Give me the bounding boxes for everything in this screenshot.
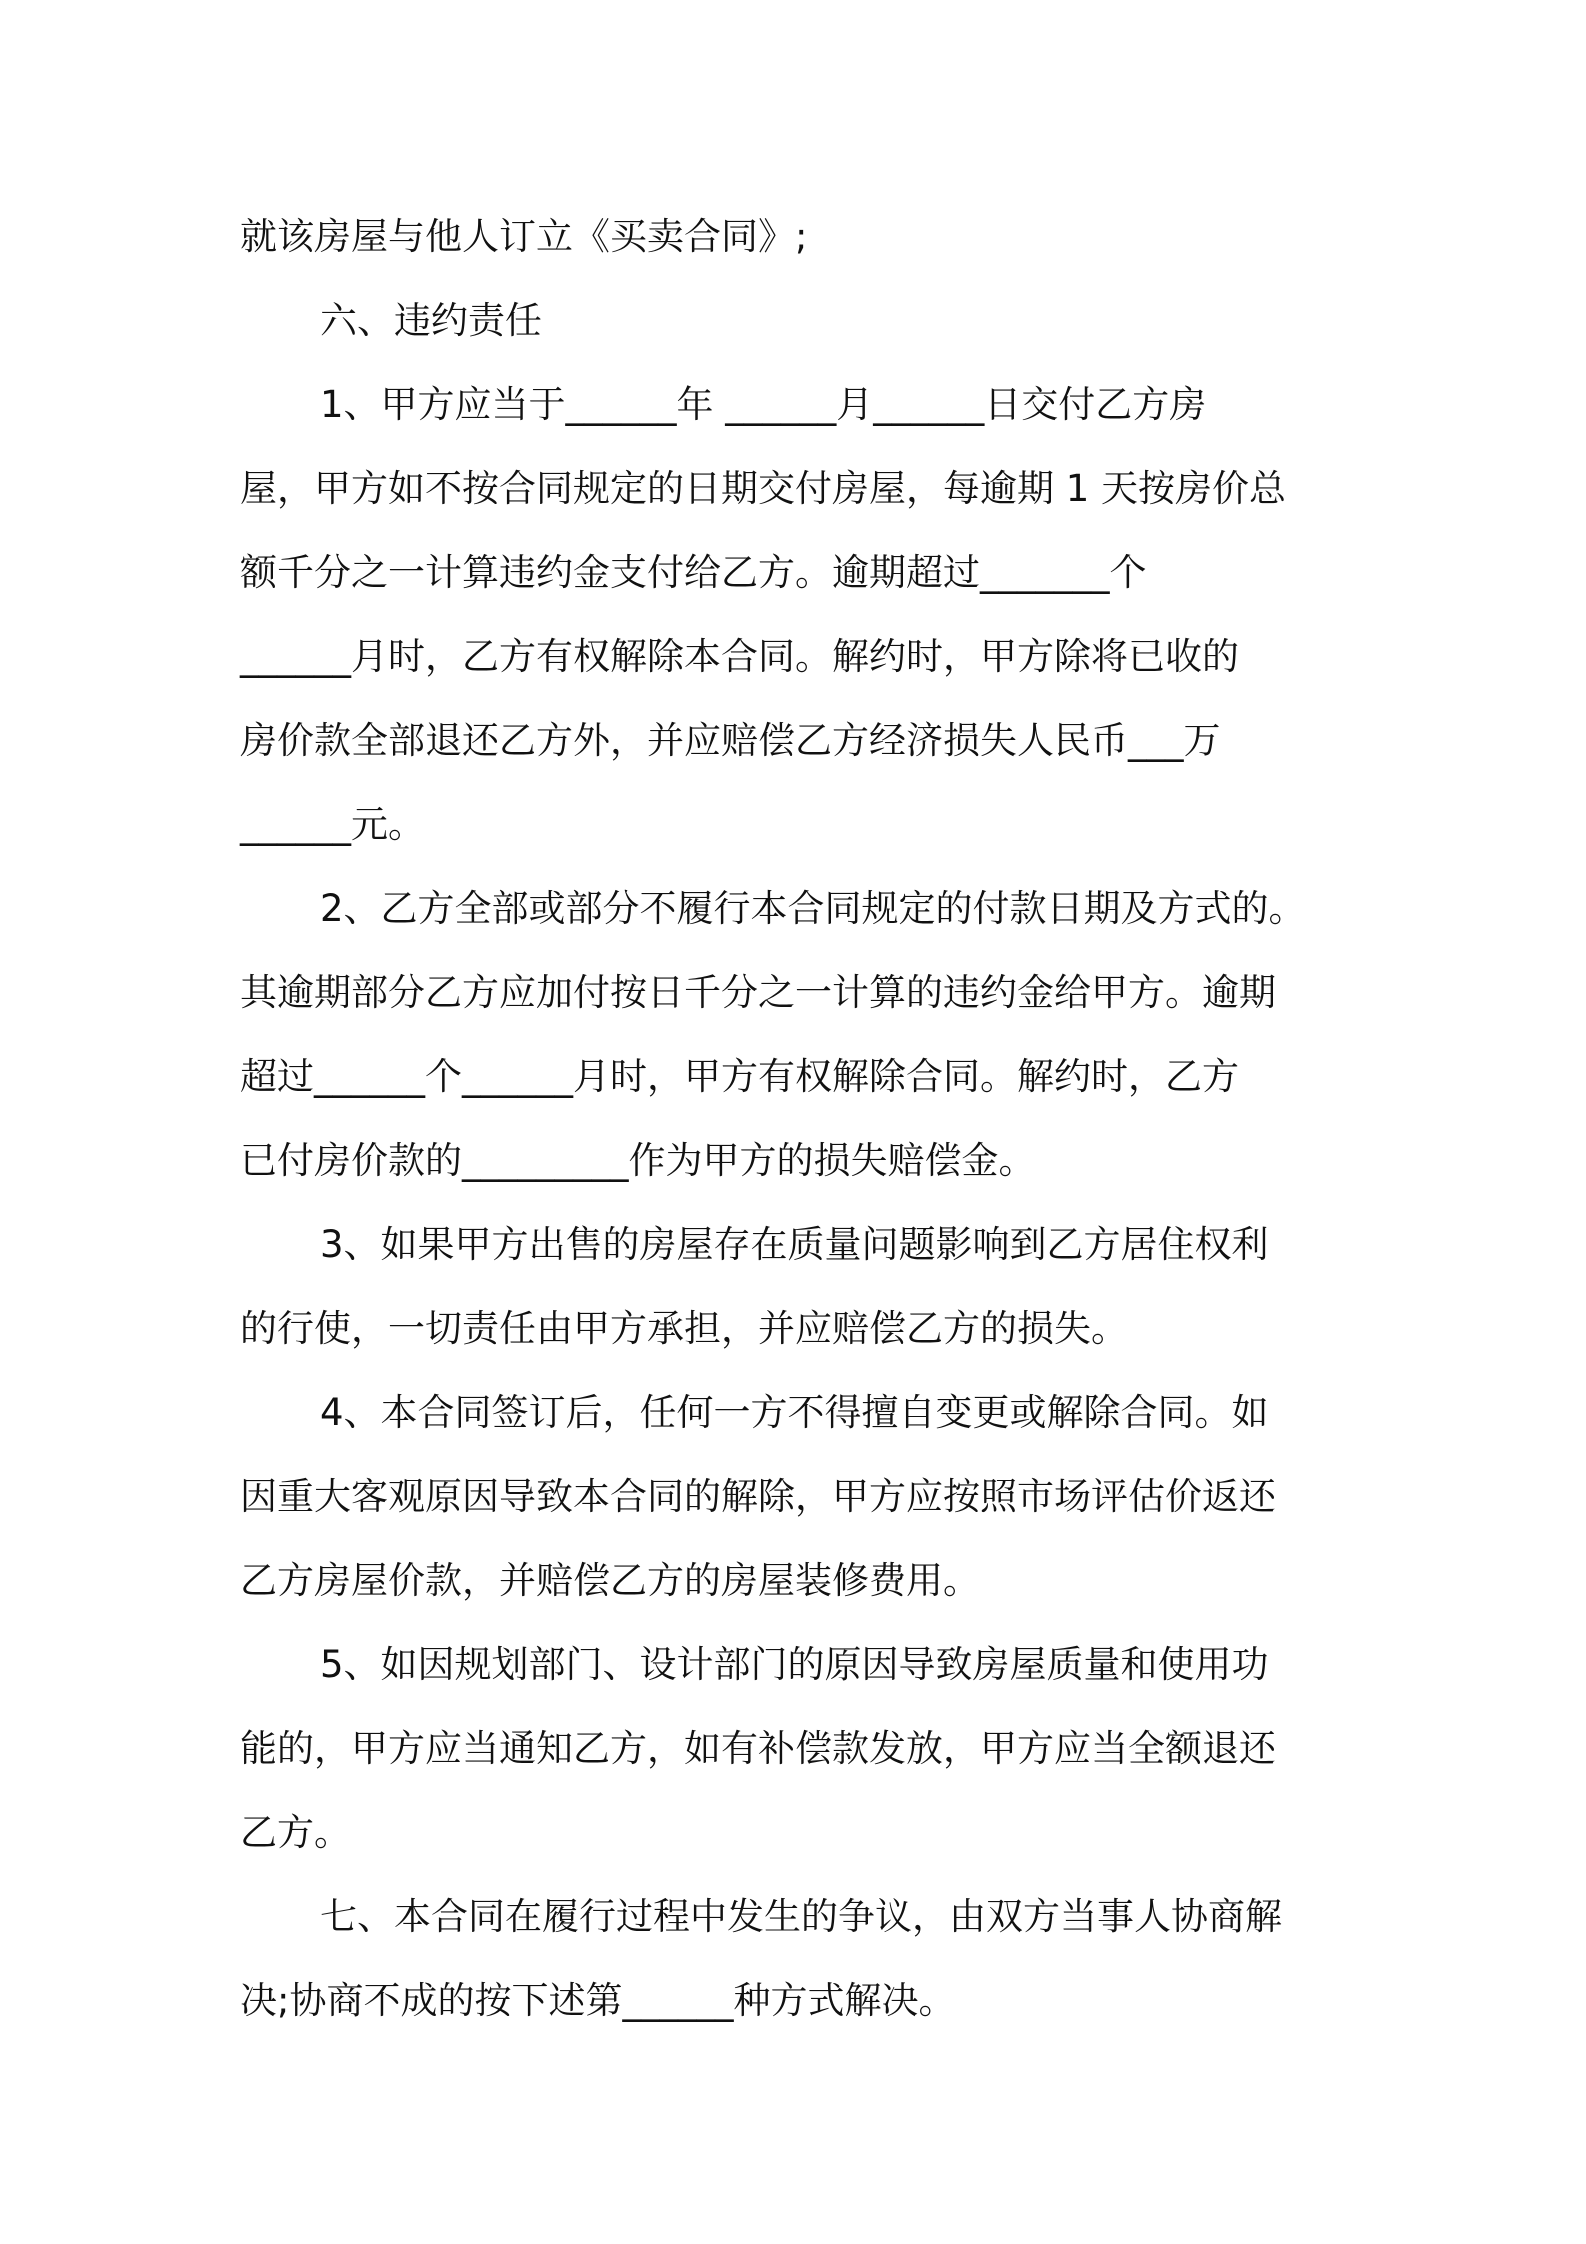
text-line-1: 就该房屋与他人订立《买卖合同》; [240,215,808,258]
text-line-20: 乙方。 [240,1811,351,1854]
document-body [240,195,1360,2043]
text-line-22: 决;协商不成的按下述第______种方式解决。 [240,1979,956,2022]
section-heading-dispute-resolution: 七、本合同在履行过程中发生的争议，由双方当事人协商解 [320,1895,1282,1938]
text-line-16: 因重大客观原因导致本合同的解除，甲方应按照市场评估价返还 [240,1475,1276,1518]
text-line-6: ______月时，乙方有权解除本合同。解约时，甲方除将已收的 [240,635,1239,678]
text-line-11: 超过______个______月时，甲方有权解除合同。解约时，乙方 [240,1055,1239,1098]
text-line-14: 的行使，一切责任由甲方承担，并应赔偿乙方的损失。 [240,1307,1128,1350]
text-line-12: 已付房价款的_________作为甲方的损失赔偿金。 [240,1139,1036,1182]
text-line-17: 乙方房屋价款，并赔偿乙方的房屋装修费用。 [240,1559,980,1602]
text-line-19: 能的，甲方应当通知乙方，如有补偿款发放，甲方应当全额退还 [240,1727,1276,1770]
text-line-10: 其逾期部分乙方应加付按日千分之一计算的违约金给甲方。逾期 [240,971,1276,1014]
text-line-9: 2、乙方全部或部分不履行本合同规定的付款日期及方式的。 [320,887,1306,930]
text-line-5: 额千分之一计算违约金支付给乙方。逾期超过_______个 [240,551,1147,594]
section-heading-breach-liability: 六、违约责任 [320,299,542,342]
text-line-7: 房价款全部退还乙方外，并应赔偿乙方经济损失人民币___万 [240,719,1221,762]
text-line-15: 4、本合同签订后，任何一方不得擅自变更或解除合同。如 [320,1391,1269,1434]
text-line-3: 1、甲方应当于______年 ______月______日交付乙方房 [320,383,1207,426]
text-line-8: ______元。 [240,803,425,846]
text-line-18: 5、如因规划部门、设计部门的原因导致房屋质量和使用功 [320,1643,1269,1686]
text-line-4: 屋，甲方如不按合同规定的日期交付房屋，每逾期 1 天按房价总 [240,467,1287,510]
text-line-13: 3、如果甲方出售的房屋存在质量问题影响到乙方居住权利 [320,1223,1269,1266]
